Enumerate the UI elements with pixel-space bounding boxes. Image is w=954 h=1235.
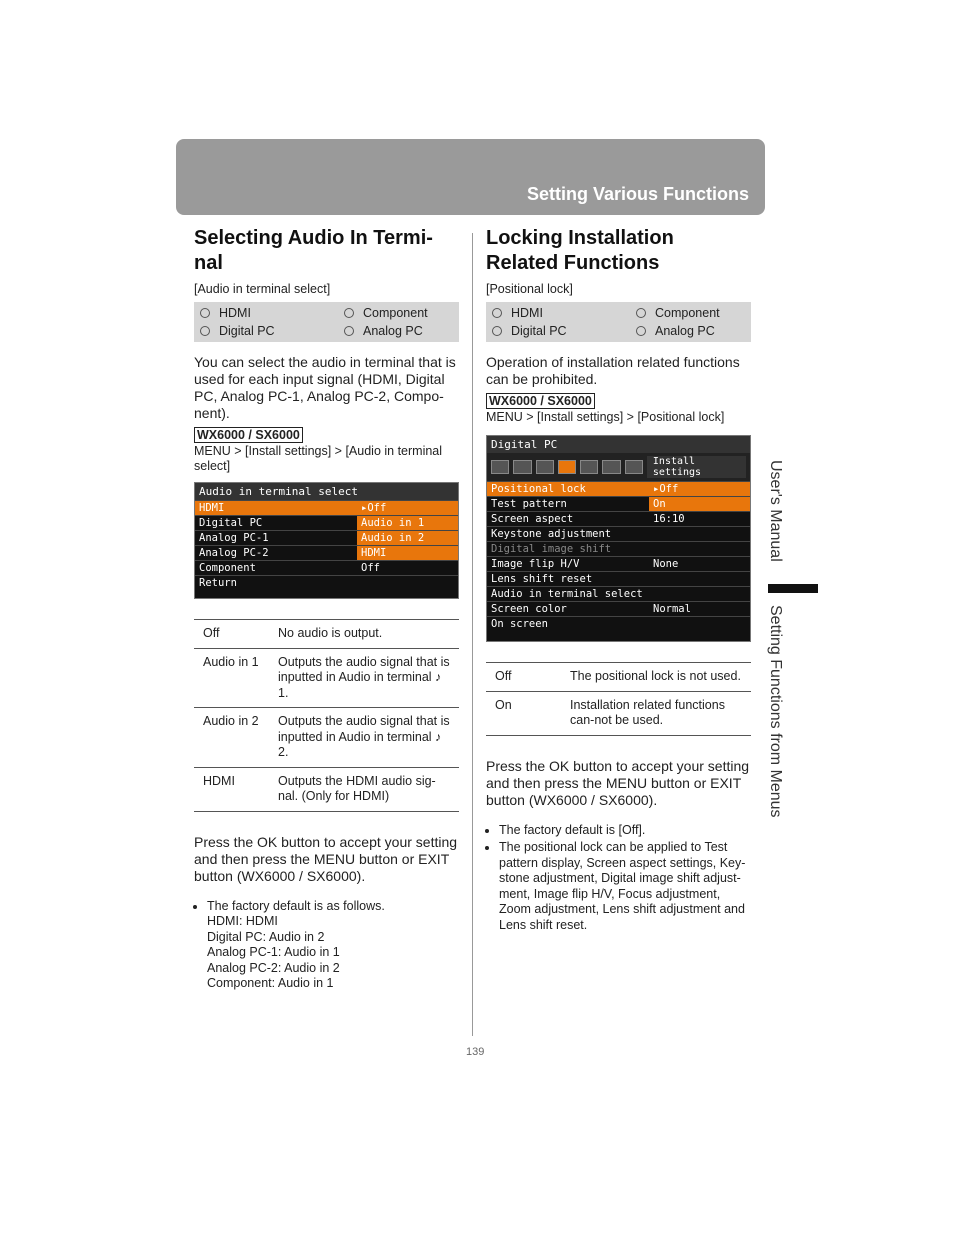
- column-divider: [472, 233, 473, 1036]
- option-label: Analog PC: [363, 324, 423, 338]
- left-notes: [194, 899, 459, 992]
- osd-row: [487, 511, 750, 526]
- color-bars-icon: [513, 460, 531, 474]
- osd-value: ▸Off: [653, 483, 679, 495]
- radio-icon: [200, 308, 210, 318]
- left-input-options: [194, 302, 459, 342]
- osd-key: Component: [199, 562, 256, 574]
- option-digital-pc: [200, 322, 344, 340]
- option-analog-pc: [344, 322, 459, 340]
- left-heading-line1: Selecting Audio In Termi-: [194, 227, 433, 249]
- osd-row: [487, 526, 750, 541]
- left-menu-path: MENU > [Install settings] > [Audio in terminal select]: [194, 444, 443, 473]
- osd-value: ▸Off: [361, 502, 387, 514]
- osd-key: On screen: [491, 618, 548, 630]
- list-item: • The positional lock can be applied to Test pattern display, Screen aspect settings, Key-stone adjustment, Digital image shift adjust-ment, Image flip H/V, Focus adjustment, Zoom adjustment, Lens shift adjustment and Lens shift reset.: [499, 840, 751, 933]
- option-analog-pc: [636, 322, 751, 340]
- side-manual-label: User's Manual: [767, 460, 784, 562]
- note-line: Analog PC-1: Audio in 1: [207, 945, 340, 959]
- side-tab-marker: [768, 584, 818, 593]
- table-key: On: [486, 691, 561, 735]
- osd-value: [357, 576, 458, 590]
- osd-value: 16:10: [653, 513, 685, 525]
- osd-row: [487, 556, 750, 571]
- osd-value: [649, 617, 750, 631]
- osd-value: On: [649, 497, 750, 511]
- osd-tab-label: Install settings: [647, 456, 746, 478]
- table-value: Outputs the audio signal that is inputted in Audio in terminal ♪ 2.: [269, 708, 459, 768]
- osd-key: Test pattern: [491, 498, 567, 510]
- osd-row: [195, 530, 458, 545]
- osd-key: Image flip H/V: [491, 558, 580, 570]
- note-line: Digital PC: Audio in 2: [207, 929, 325, 944]
- left-press-instructions: Press the OK button to accept your setting and then press the MENU button or EXIT button (WX6000 / SX6000).: [194, 833, 458, 884]
- osd-tab-bar: [487, 453, 750, 481]
- left-heading-line2: nal: [194, 252, 223, 274]
- table-row: [194, 767, 459, 811]
- osd-value: None: [653, 558, 679, 570]
- option-label: Component: [655, 306, 720, 320]
- right-press-instructions: Press the OK button to accept your setting and then press the MENU button or EXIT button (WX6000 / SX6000).: [486, 757, 750, 808]
- install-settings-icon: [558, 460, 576, 474]
- osd-row: [487, 586, 750, 601]
- osd-title: Audio in terminal select: [195, 483, 458, 500]
- right-subtitle: [Positional lock]: [486, 282, 573, 296]
- osd-key: HDMI: [199, 502, 225, 514]
- audio-terminal-osd: [194, 482, 459, 599]
- osd-key: Lens shift reset: [491, 573, 593, 585]
- install-settings-osd: [486, 435, 751, 642]
- osd-row: [487, 541, 750, 556]
- radio-icon: [636, 326, 646, 336]
- osd-value: [649, 572, 750, 586]
- osd-title: Digital PC: [487, 436, 750, 453]
- table-row: [194, 648, 459, 708]
- osd-value: HDMI: [357, 546, 458, 560]
- osd-row: [487, 601, 750, 616]
- option-label: HDMI: [511, 306, 543, 320]
- list-item: [207, 899, 459, 992]
- osd-row: [195, 500, 458, 515]
- osd-key: Screen aspect: [491, 513, 574, 525]
- left-definition-table: [194, 619, 459, 812]
- osd-key: Audio in terminal select: [491, 588, 643, 600]
- note-line: Analog PC-2: Audio in 2: [207, 960, 340, 975]
- osd-row: [487, 571, 750, 586]
- osd-key: Digital image shift: [491, 543, 612, 555]
- osd-key: Analog PC-2: [199, 547, 269, 559]
- option-hdmi: [492, 304, 636, 322]
- table-value: Outputs the audio signal that is inputted in Audio in terminal ♪ 1.: [269, 648, 459, 708]
- option-digital-pc: [492, 322, 636, 340]
- osd-key: Positional lock: [491, 483, 586, 495]
- right-input-options: [486, 302, 751, 342]
- table-key: Audio in 1: [194, 648, 269, 708]
- right-column: [486, 226, 751, 935]
- left-subtitle: [Audio in terminal select]: [194, 282, 331, 296]
- list-item: • The factory default is [Off].: [499, 823, 751, 839]
- right-heading-line2: Related Functions: [486, 252, 660, 274]
- left-intro: You can select the audio in terminal that is used for each input signal (HDMI, Digital PC, Analog PC-1, Analog PC-2, Compo-nent).: [194, 354, 456, 421]
- osd-value: [649, 542, 750, 556]
- left-heading: [194, 226, 459, 276]
- osd-value: [649, 527, 750, 541]
- network-icon: [602, 460, 620, 474]
- table-value: The positional lock is not used.: [561, 663, 751, 692]
- system-icon: [580, 460, 598, 474]
- osd-row: [195, 515, 458, 530]
- table-key: Off: [194, 620, 269, 649]
- left-model-badge: WX6000 / SX6000: [194, 427, 303, 443]
- option-label: Analog PC: [655, 324, 715, 338]
- radio-icon: [636, 308, 646, 318]
- osd-value: Off: [361, 562, 380, 574]
- right-heading: [486, 226, 751, 276]
- radio-icon: [344, 308, 354, 318]
- osd-key: Analog PC-1: [199, 532, 269, 544]
- left-column: [194, 226, 459, 994]
- right-definition-table: [486, 662, 751, 736]
- page-number: 139: [466, 1046, 485, 1058]
- osd-row: [487, 496, 750, 511]
- info-icon: [625, 460, 643, 474]
- note-line: The factory default is as follows.: [207, 898, 385, 913]
- table-row: [194, 620, 459, 649]
- right-intro: Operation of installation related functions can be prohibited.: [486, 354, 740, 387]
- table-row: [486, 691, 751, 735]
- side-section-label: Setting Functions from Menus: [767, 605, 784, 818]
- osd-row: [487, 481, 750, 496]
- right-menu-path: MENU > [Install settings] > [Positional lock]: [486, 410, 725, 424]
- table-key: Off: [486, 663, 561, 692]
- screen-icon: [491, 460, 509, 474]
- radio-icon: [492, 308, 502, 318]
- osd-key: Keystone adjustment: [491, 528, 612, 540]
- option-hdmi: [200, 304, 344, 322]
- option-label: Digital PC: [219, 324, 275, 338]
- option-component: [636, 304, 751, 322]
- osd-key: Digital PC: [199, 517, 263, 529]
- option-label: Digital PC: [511, 324, 567, 338]
- osd-value: Normal: [653, 603, 691, 615]
- table-key: Audio in 2: [194, 708, 269, 768]
- osd-row: [487, 616, 750, 641]
- right-model-badge: WX6000 / SX6000: [486, 393, 595, 409]
- section-header: [176, 139, 765, 215]
- image-icon: [536, 460, 554, 474]
- osd-key: Screen color: [491, 603, 567, 615]
- osd-row: [195, 560, 458, 575]
- right-notes: [486, 823, 751, 934]
- osd-row: [195, 575, 458, 598]
- option-label: Component: [363, 306, 428, 320]
- radio-icon: [344, 326, 354, 336]
- table-row: [194, 708, 459, 768]
- note-line: Component: Audio in 1: [207, 976, 334, 990]
- osd-value: Audio in 2: [357, 531, 458, 545]
- table-value: Installation related functions can-not be used.: [561, 691, 751, 735]
- osd-key: Return: [199, 577, 237, 589]
- radio-icon: [492, 326, 502, 336]
- right-heading-line1: Locking Installation: [486, 227, 674, 249]
- section-title: Setting Various Functions: [526, 184, 749, 204]
- radio-icon: [200, 326, 210, 336]
- option-label: HDMI: [219, 306, 251, 320]
- option-component: [344, 304, 459, 322]
- note-line: HDMI: HDMI: [207, 914, 278, 928]
- osd-value: [649, 587, 750, 601]
- table-value: No audio is output.: [269, 620, 459, 649]
- table-row: [486, 663, 751, 692]
- osd-value: Audio in 1: [357, 516, 458, 530]
- table-key: HDMI: [194, 767, 269, 811]
- osd-row: [195, 545, 458, 560]
- table-value: Outputs the HDMI audio sig-nal. (Only for HDMI): [269, 767, 459, 811]
